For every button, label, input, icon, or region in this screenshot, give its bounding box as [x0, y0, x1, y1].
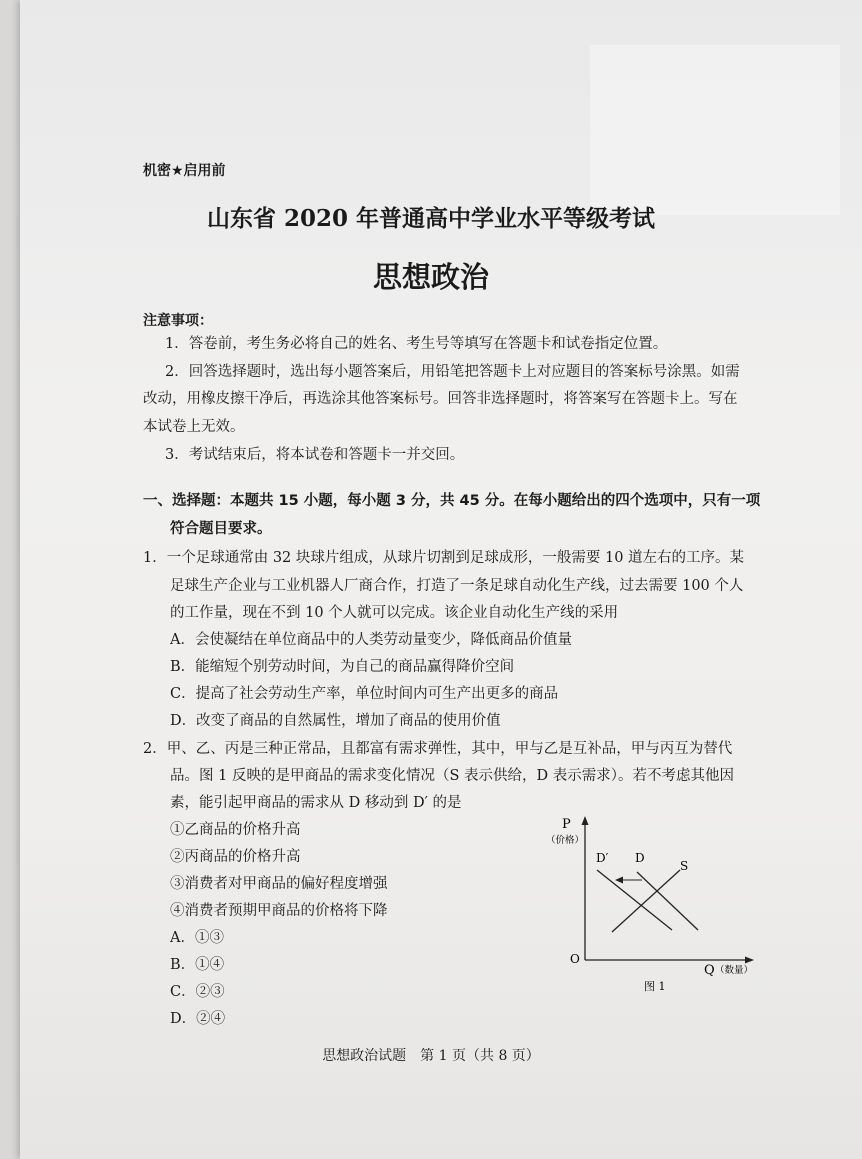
question-1-line-2: 足球生产企业与工业机器人厂商合作，打造了一条足球自动化生产线，过去需要 100 个人	[170, 578, 744, 594]
y-axis-note: （价格）	[546, 835, 585, 846]
question-2-statement-3: ③消费者对甲商品的偏好程度增强	[170, 876, 388, 892]
notice-item-3: 3．考试结束后，将本试卷和答题卡一并交回。	[165, 447, 465, 463]
question-1-option-b: B．能缩短个别劳动时间，为自己的商品赢得降价空间	[170, 659, 515, 675]
confidential-label: 机密★启用前	[143, 163, 226, 179]
notice-item-1: 1．答卷前，考生务必将自己的姓名、考生号等填写在答题卡和试卷指定位置。	[165, 336, 668, 352]
light-glare	[590, 45, 840, 215]
x-axis-label: Q	[704, 963, 715, 978]
x-axis-note: （数量）	[715, 965, 754, 976]
section-1-heading: 一、选择题：本题共 15 小题，每小题 3 分，共 45 分。在每小题给出的四个选项中，只有一项	[143, 493, 761, 509]
demand-curve-d-prime	[597, 870, 672, 930]
section-1-heading-cont: 符合题目要求。	[170, 521, 272, 537]
question-2-option-b: B．①④	[170, 957, 225, 973]
question-2-statement-1: ①乙商品的价格升高	[170, 822, 301, 838]
figure-caption: 图 1	[644, 980, 666, 993]
subject-title: 思想政治	[372, 260, 489, 294]
curve-label-s: S	[680, 859, 689, 873]
shift-arrow-head	[615, 877, 623, 884]
curve-label-d-prime: D′	[596, 851, 609, 865]
exam-title: 山东省 2020 年普通高中学业水平等级考试	[206, 205, 656, 232]
question-1-option-c: C．提高了社会劳动生产率，单位时间内可生产出更多的商品	[170, 686, 559, 702]
page-footer: 思想政治试题 第 1 页（共 8 页）	[322, 1048, 540, 1064]
y-axis-arrow	[582, 816, 589, 825]
curve-label-d: D	[635, 851, 645, 865]
question-2-option-a: A．①③	[170, 930, 224, 946]
question-2-statement-2: ②丙商品的价格升高	[170, 849, 301, 865]
x-axis-arrow	[745, 957, 754, 964]
question-1-option-d: D．改变了商品的自然属性，增加了商品的使用价值	[170, 713, 501, 729]
y-axis-label: P	[562, 817, 571, 832]
question-2-option-d: D．②④	[170, 1011, 226, 1027]
question-2-option-c: C．②③	[170, 984, 225, 1000]
notice-heading: 注意事项：	[143, 313, 213, 329]
question-1-option-a: A．会使凝结在单位商品中的人类劳动量变少，降低商品价值量	[170, 632, 572, 648]
question-2-line-2: 品。图 1 反映的是甲商品的需求变化情况（S 表示供给，D 表示需求）。若不考虑其他因	[170, 768, 734, 784]
question-2-statement-4: ④消费者预期甲商品的价格将下降	[170, 903, 388, 919]
question-1-line-3: 的工作量，现在不到 10 个人就可以完成。该企业自动化生产线的采用	[170, 605, 619, 621]
question-1-line-1: 1．一个足球通常由 32 块球片组成，从球片切割到足球成形，一般需要 10 道左右的工序。某	[143, 550, 745, 566]
question-2-line-3: 素，能引起甲商品的需求从 D 移动到 D′ 的是	[170, 795, 462, 811]
origin-label: O	[570, 952, 580, 966]
notice-item-2-line-2: 改动，用橡皮擦干净后，再选涂其他答案标号。回答非选择题时，将答案写在答题卡上。写在	[143, 391, 738, 407]
question-2-line-1: 2．甲、乙、丙是三种正常品，且都富有需求弹性，其中，甲与乙是互补品，甲与丙互为替代	[143, 741, 733, 757]
notice-item-2-line-3: 本试卷上无效。	[143, 419, 245, 435]
notice-item-2-line-1: 2．回答选择题时，选出每小题答案后，用铅笔把答题卡上对应题目的答案标号涂黑。如需	[165, 364, 740, 380]
figure-1-supply-demand	[540, 810, 780, 1000]
